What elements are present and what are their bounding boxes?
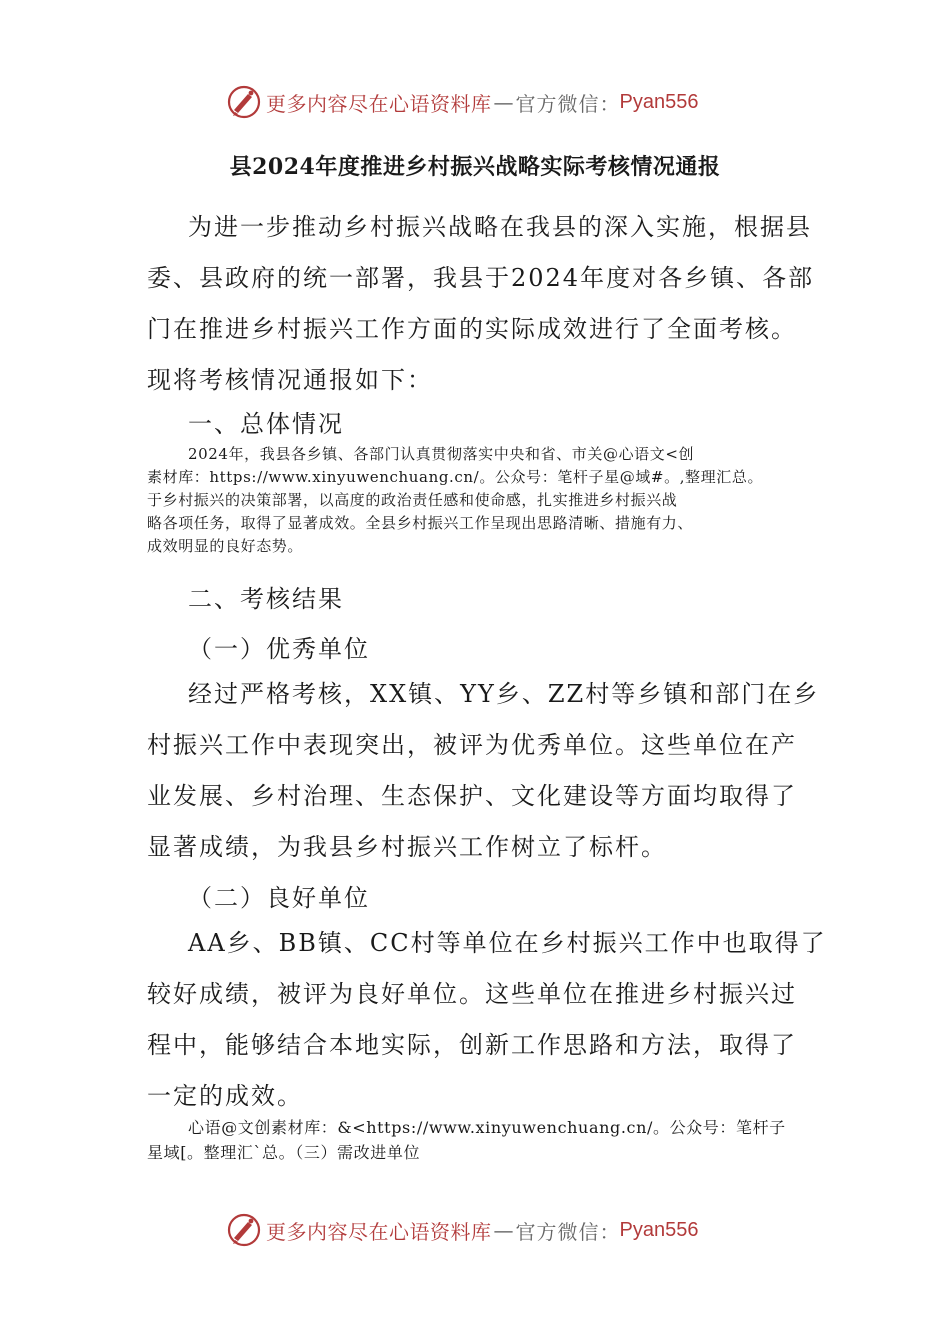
text-line: 较好成绩，被评为良好单位。这些单位在推进乡村振兴过 [147,980,797,1008]
text-line: 2024年，我县各乡镇、各部门认真贯彻落实中央和省、市关@心语文<创 [188,445,695,463]
banner-wechat-id: Pyan556 [619,1218,699,1241]
text-line: 现将考核情况通报如下： [147,366,433,394]
banner-official-label: 官方微信 [515,1219,600,1244]
text-line: 为进一步推动乡村振兴战略在我县的深入实施，根据县 [188,213,812,241]
text-line: 素材库：https://www.xinyuwenchuang.cn/。公众号：笔杆子星@域#。,整理汇总。 [147,468,764,486]
watermark-note [147,1115,827,1165]
banner-text: 更多内容尽在心语资料库 [266,1219,492,1244]
text-line: 程中，能够结合本地实际，创新工作思路和方法，取得了 [147,1031,797,1059]
text-line: 经过严格考核，XX镇、YY乡、ZZ村等乡镇和部门在乡 [188,680,820,708]
banner-dash: — [493,1218,514,1242]
section-heading-overview: 一、总体情况 [188,410,344,438]
banner-dash: — [493,90,514,114]
text-line: 一定的成效。 [147,1082,303,1110]
text-line: 成效明显的良好态势。 [147,537,304,555]
text-line: 星域[。整理汇`总。（三）需改进单位 [147,1143,421,1162]
page-title: 县2024年度推进乡村振兴战略实际考核情况通报 [229,154,721,180]
banner-wechat-id: Pyan556 [619,90,699,113]
good-units-paragraph [147,918,827,1122]
section-heading-results: 二、考核结果 [188,585,344,613]
text-line: 心语@文创素材库：&<https://www.xinyuwenchuang.cn/。公众号：笔杆子 [188,1118,786,1137]
header-banner [226,82,698,122]
text-line: 村振兴工作中表现突出，被评为优秀单位。这些单位在产 [147,731,797,759]
pen-circle-logo-icon [226,84,262,120]
banner-colon: ： [599,91,620,116]
text-line: 于乡村振兴的决策部署，以高度的政治责任感和使命感，扎实推进乡村振兴战 [147,491,678,509]
footer-banner [226,1210,698,1250]
banner-colon: ： [599,1219,620,1244]
banner-text: 更多内容尽在心语资料库 [266,91,492,116]
text-line: AA乡、BB镇、CC村等单位在乡村振兴工作中也取得了 [188,929,827,957]
text-line: 显著成绩，为我县乡村振兴工作树立了标杆。 [147,833,667,861]
overview-paragraph [147,443,827,558]
banner-official-label: 官方微信 [515,91,600,116]
intro-paragraph [147,202,815,406]
excellent-units-paragraph [147,669,820,873]
pen-circle-logo-icon [226,1212,262,1248]
text-line: 门在推进乡村振兴工作方面的实际成效进行了全面考核。 [147,315,797,343]
text-line: 略各项任务，取得了显著成效。全县乡村振兴工作呈现出思路清晰、措施有力、 [147,514,694,532]
subsection-heading-excellent: （一）优秀单位 [188,635,370,663]
subsection-heading-good: （二）良好单位 [188,884,370,912]
text-line: 委、县政府的统一部署，我县于2024年度对各乡镇、各部 [147,264,815,292]
text-line: 业发展、乡村治理、生态保护、文化建设等方面均取得了 [147,782,797,810]
